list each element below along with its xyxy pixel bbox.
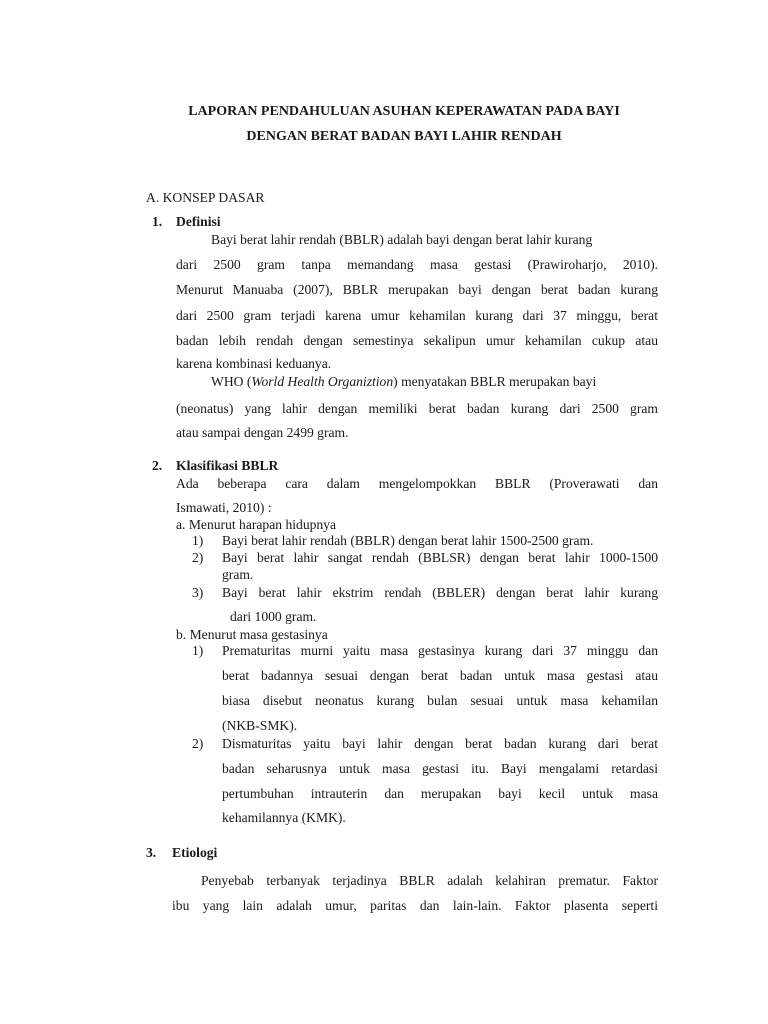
- list-item-number: 1): [192, 533, 204, 548]
- list-item-number: 2): [192, 736, 204, 751]
- document-title-line-2: DENGAN BERAT BADAN BAYI LAHIR RENDAH: [246, 129, 562, 144]
- list-item-text: Bayi berat lahir ekstrim rendah (BBLER) dengan berat lahir kurang: [222, 585, 658, 600]
- definisi-p2-line: atau sampai dengan 2499 gram.: [176, 425, 349, 440]
- list-item-text: (NKB-SMK).: [222, 718, 298, 733]
- section-a-heading: A. KONSEP DASAR: [146, 190, 265, 205]
- definisi-p2-line: (neonatus) yang lahir dengan memiliki berat badan kurang dari 2500 gram: [176, 401, 658, 416]
- list-item-number: 2): [192, 550, 204, 565]
- subsection-a-heading: a. Menurut harapan hidupnya: [176, 517, 337, 532]
- list-item-text: Dismaturitas yaitu bayi lahir dengan berat badan kurang dari berat: [222, 736, 658, 751]
- etiologi-heading: Etiologi: [172, 845, 218, 860]
- who-text: WHO (: [211, 374, 252, 389]
- who-text-end: ) menyatakan BBLR merupakan bayi: [393, 374, 597, 389]
- definisi-heading: Definisi: [176, 214, 221, 229]
- etiologi-line: ibu yang lain adalah umur, paritas dan lain-lain. Faktor plasenta seperti: [172, 898, 658, 913]
- definisi-p1-line: dari 2500 gram tanpa memandang masa gestasi (Prawiroharjo, 2010).: [176, 257, 658, 272]
- list-item-text: pertumbuhan intrauterin dan merupakan bayi kecil untuk masa: [222, 786, 658, 801]
- definisi-p1-line: Bayi berat lahir rendah (BBLR) adalah bayi dengan berat lahir kurang: [211, 232, 593, 247]
- list-item-text: Bayi berat lahir sangat rendah (BBLSR) dengan berat lahir 1000-1500: [222, 550, 658, 565]
- document-title-line-1: LAPORAN PENDAHULUAN ASUHAN KEPERAWATAN PADA BAYI: [188, 104, 620, 119]
- definisi-p1-line: badan lebih rendah dengan semestinya sekalipun umur kehamilan cukup atau: [176, 333, 658, 348]
- definisi-number: 1.: [152, 214, 163, 229]
- etiologi-line: Penyebab terbanyak terjadinya BBLR adalah kelahiran prematur. Faktor: [201, 873, 658, 888]
- list-item-number: 3): [192, 585, 204, 600]
- klasifikasi-intro-line: Ada beberapa cara dalam mengelompokkan BBLR (Proverawati dan: [176, 476, 658, 491]
- list-item-text: kehamilannya (KMK).: [222, 810, 346, 825]
- klasifikasi-intro-line: Ismawati, 2010) :: [176, 500, 272, 515]
- klasifikasi-number: 2.: [152, 458, 163, 473]
- list-item-text: Prematuritas murni yaitu masa gestasinya kurang dari 37 minggu dan: [222, 643, 658, 658]
- klasifikasi-heading: Klasifikasi BBLR: [176, 458, 279, 473]
- list-item-text: dari 1000 gram.: [230, 609, 317, 624]
- subsection-b-heading: b. Menurut masa gestasinya: [176, 627, 328, 642]
- definisi-p1-line: Menurut Manuaba (2007), BBLR merupakan bayi dengan berat badan kurang: [176, 282, 658, 297]
- definisi-p1-line: karena kombinasi keduanya.: [176, 356, 332, 371]
- list-item-text: gram.: [222, 567, 254, 582]
- etiologi-number: 3.: [146, 845, 157, 860]
- list-item-number: 1): [192, 643, 204, 658]
- list-item-text: berat badannya sesuai dengan berat badan untuk masa gestasi atau: [222, 668, 658, 683]
- list-item-text: badan seharusnya untuk masa gestasi itu. Bayi mengalami retardasi: [222, 761, 658, 776]
- definisi-p2-first-line: [211, 374, 596, 390]
- who-italic-name: World Health Organiztion: [251, 374, 394, 389]
- list-item-text: biasa disebut neonatus kurang bulan sesuai untuk masa kehamilan: [222, 693, 658, 708]
- list-item-text: Bayi berat lahir rendah (BBLR) dengan berat lahir 1500-2500 gram.: [222, 533, 594, 548]
- definisi-p1-line: dari 2500 gram terjadi karena umur kehamilan kurang dari 37 minggu, berat: [176, 308, 658, 323]
